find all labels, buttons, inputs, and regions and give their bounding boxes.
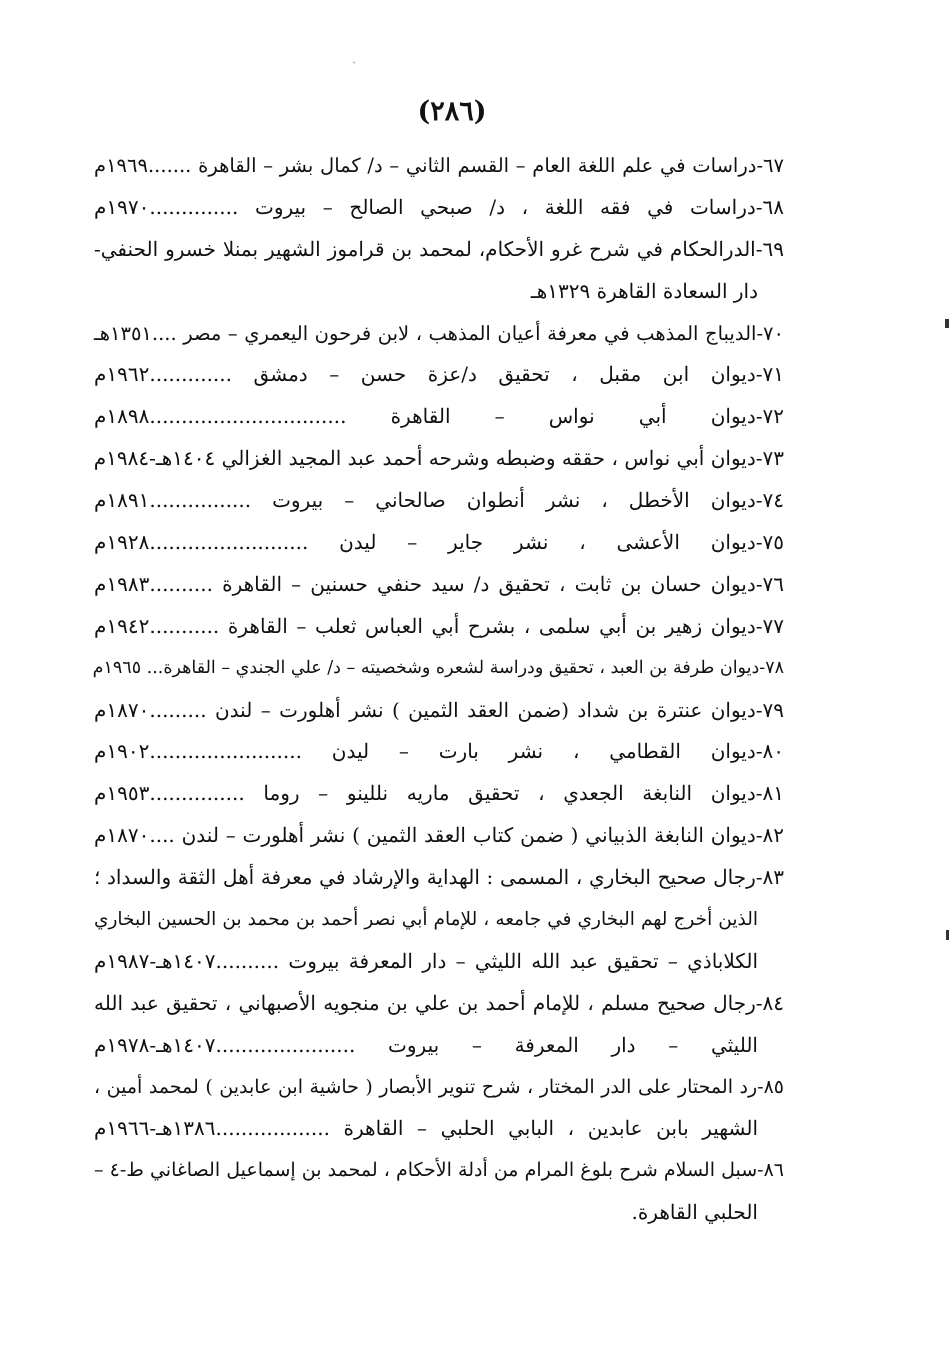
bibliography-line: ٧٤-ديوان الأخطل ، نشر أنطوان صالحاني – بيروت ................١٨٩١م: [94, 488, 784, 513]
bibliography-line: ٨٥-رد المحتار على الدر المختار ، شرح تنوير الأبصار ( حاشية ابن عابدين ) لمحمد أمين ،: [94, 1075, 784, 1098]
bibliography-line: ٧٣-ديوان أبي نواس ، حققه وضبطه وشرحه أحمد عبد المجيد الغزالي ١٤٠٤هـ-١٩٨٤م: [93, 446, 784, 471]
bibliography-line: ٧٦-ديوان حسان بن ثابت ، تحقيق د/ سيد حنفي حسنين – القاهرة ..........١٩٨٣م: [94, 571, 784, 596]
bibliography-line: ٧١-ديوان ابن مقبل ، تحقيق د/عزة حسن – دمشق .............١٩٦٢م: [94, 362, 784, 387]
bibliography-line: ٧٧-ديوان زهير بن أبي سلمى ، بشرح أبي العباس ثعلب – القاهرة ...........١٩٤٢م: [94, 613, 784, 638]
bibliography-line: ٧٥-ديوان الأعشى ، نشر جاير – ليدن .........................١٩٢٨م: [94, 530, 784, 555]
bibliography-line: ٨٤-رجال صحيح مسلم ، للإمام أحمد بن علي بن منجويه الأصبهاني ، تحقيق عبد الله: [94, 990, 784, 1015]
scan-edge-mark: [945, 319, 949, 328]
bibliography-line: ٦٩-الدرالحكام في شرح غرو الأحكام، لمحمد بن قراموز الشهير بمنلا خسرو الحنفي-: [94, 236, 784, 261]
bibliography-line: ٨٠-ديوان القطامي ، نشر بارت – ليدن ........................١٩٠٢م: [94, 739, 784, 764]
bibliography-line: الشهير بابن عابدين ، البابي الحلبي – القاهرة ..................١٣٨٦هـ-١٩٦٦م: [94, 1116, 758, 1141]
bibliography-line: ٨٦-سبل السلام شرح بلوغ المرام من أدلة الأحكام ، لمحمد بن إسماعيل الصاغاني ط-٤ –: [94, 1159, 784, 1182]
bibliography-line: الحلبي القاهرة.: [631, 1200, 758, 1225]
bibliography-line: ٧٨-ديوان طرفة بن العبد ، تحقيق ودراسة لشعره وشخصيته – د/ علي الجندي – القاهرة... ١٩٦٥م: [92, 657, 784, 678]
scan-edge-mark: [946, 930, 949, 940]
scan-speck: ∙: [352, 58, 356, 67]
bibliography-line: ٦٧-دراسات في علم اللغة العام – القسم الثاني – د/ كمال بشر – القاهرة .......١٩٦٩م: [94, 154, 784, 177]
bibliography-line: ٨٣-رجال صحيح البخاري ، المسمى : الهداية والإرشاد في معرفة أهل الثقة والسداد ؛: [94, 865, 784, 890]
bibliography-line: الذين أخرج لهم البخاري في جامعه ، للإمام أبي نصر أحمد بن محمد بن الحسين البخاري: [94, 909, 758, 931]
bibliography-line: ٧٠-الديباج المذهب في معرفة أعيان المذهب ، لابن فرحون اليعمري – مصر ....١٣٥١هـ: [94, 321, 784, 345]
bibliography-line: ٨٢-ديوان النابغة الذبياني ( ضمن كتاب العقد الثمين ) نشر أهلورت – لندن ....١٨٧٠م: [94, 823, 784, 848]
bibliography-line: ٦٨-دراسات في فقه اللغة ، د/ صبحي الصالح – بيروت ..............١٩٧٠م: [94, 194, 784, 219]
bibliography-list: [94, 145, 784, 1234]
bibliography-line: ٨١-ديوان النابغة الجعدي ، تحقيق ماريه نللينو – روما ...............١٩٥٣م: [94, 781, 784, 806]
bibliography-line: دار السعادة القاهرة ١٣٢٩هـ: [530, 278, 758, 303]
bibliography-line: الكلاباذي – تحقيق عبد الله الليثي – دار المعرفة بيروت ..........١٤٠٧هـ-١٩٨٧م: [94, 948, 758, 973]
page-number: (٢٨٦): [417, 96, 487, 127]
bibliography-line: ٧٩-ديوان عنترة بن شداد (ضمن العقد الثمين ) نشر أهلورت – لندن .........١٨٧٠م: [94, 697, 784, 722]
bibliography-line: الليثي – دار المعرفة – بيروت ......................١٤٠٧هـ-١٩٧٨م: [94, 1032, 758, 1057]
bibliography-line: ٧٢-ديوان أبي نواس – القاهرة ...............................١٨٩٨م: [94, 404, 784, 429]
